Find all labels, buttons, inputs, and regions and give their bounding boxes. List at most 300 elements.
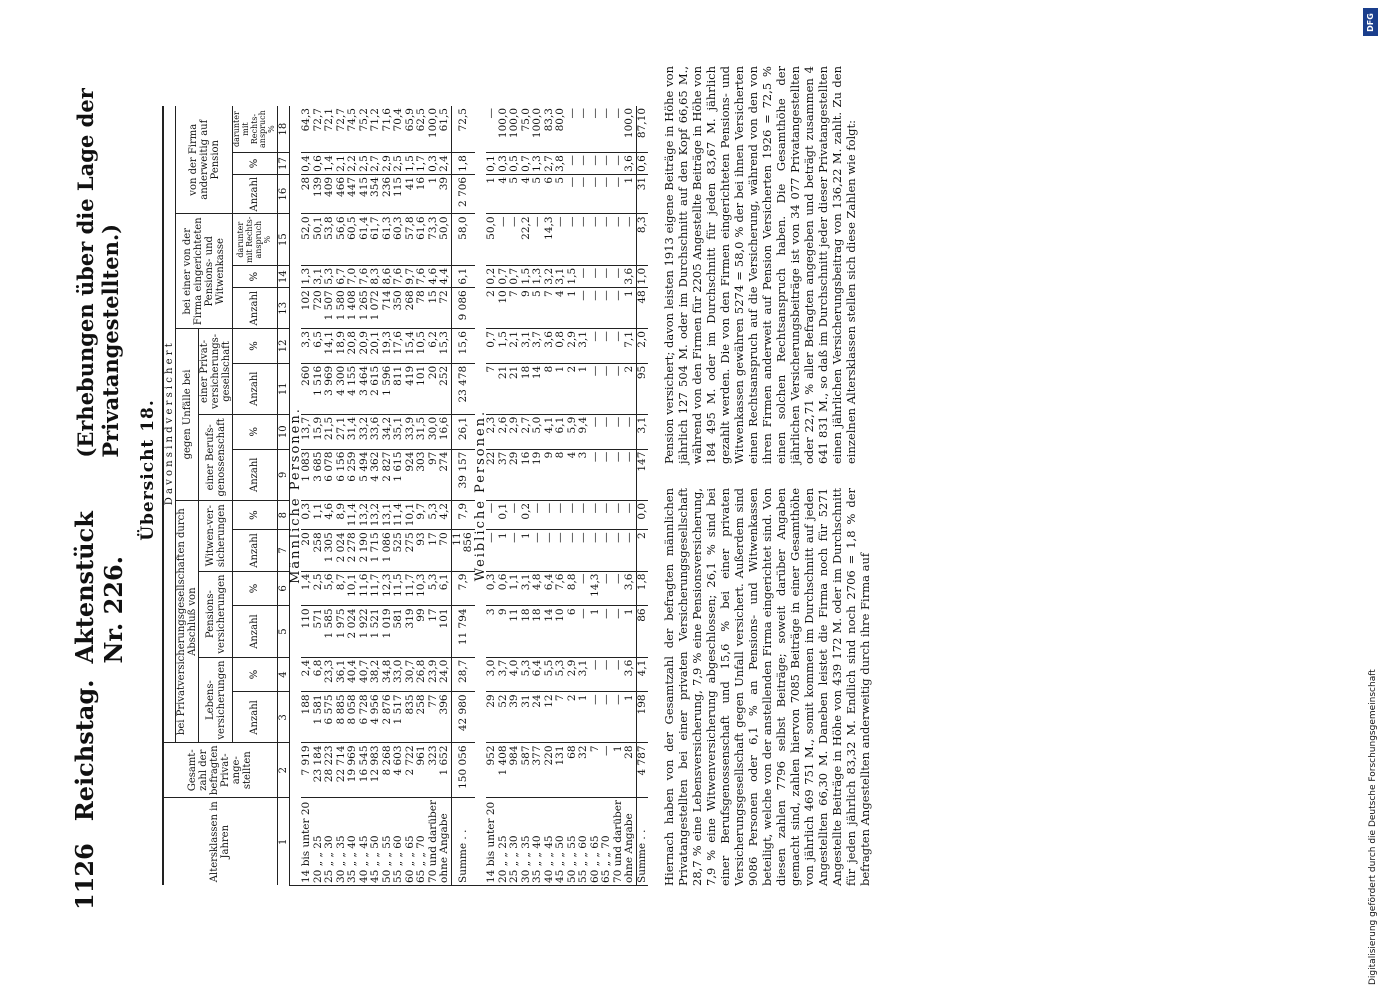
value-cell: — <box>601 571 613 606</box>
digitization-note: Digitalisierung gefördert durch die Deutsche Forschungsgemeinschaft <box>1368 669 1378 985</box>
value-cell: 100,0 <box>509 106 521 153</box>
value-cell: 1 408 <box>347 288 359 329</box>
value-cell: 8 058 <box>347 692 359 743</box>
value-cell: 28 <box>624 743 636 798</box>
value-cell: 39 <box>509 692 521 743</box>
value-cell: — <box>590 363 602 414</box>
col-beruf-header: einer Berufs-genossenschaft <box>199 414 233 500</box>
value-cell: 1,5 <box>521 265 533 287</box>
total-value-cell: 8,3 <box>636 214 648 265</box>
value-cell: 83,3 <box>544 106 556 153</box>
value-cell: — <box>590 214 602 265</box>
value-cell: 3,1 <box>521 571 533 606</box>
value-cell: 102 <box>301 288 313 329</box>
value-cell: 1 <box>521 530 533 571</box>
value-cell: 15,3 <box>439 329 451 364</box>
value-cell: 22 714 <box>336 743 348 798</box>
value-cell: — <box>590 530 602 571</box>
value-cell: — <box>567 214 579 265</box>
value-cell: 36,1 <box>336 657 348 692</box>
value-cell: 40,4 <box>347 657 359 692</box>
value-cell: 924 <box>405 449 417 500</box>
column-number: 14 <box>277 265 289 287</box>
total-value-cell: 147 <box>636 449 648 500</box>
value-cell: 3,6 <box>624 657 636 692</box>
value-cell: — <box>601 106 613 153</box>
value-cell: — <box>613 500 625 529</box>
value-cell: — <box>624 414 636 449</box>
value-cell: 1 305 <box>324 530 336 571</box>
value-cell: — <box>624 530 636 571</box>
age-class-cell: 40 „ „ 45 <box>544 797 556 885</box>
value-cell: 415 <box>359 174 371 214</box>
value-cell: 7 <box>544 288 556 329</box>
col-firma-header: von der Firma anderweitig auf Pension <box>176 106 233 214</box>
value-cell: 34,2 <box>382 414 394 449</box>
value-cell: 1 <box>498 530 510 571</box>
value-cell: 7,6 <box>416 265 428 287</box>
value-cell: — <box>624 500 636 529</box>
value-cell: 2,7 <box>521 414 533 449</box>
value-cell: — <box>590 288 602 329</box>
value-cell: 10 <box>498 288 510 329</box>
value-cell: 1 086 <box>382 530 394 571</box>
value-cell: 31 <box>521 692 533 743</box>
value-cell: 1 580 <box>336 288 348 329</box>
value-cell: — <box>567 153 579 175</box>
value-cell: 62,5 <box>416 106 428 153</box>
value-cell: 1 585 <box>324 606 336 657</box>
value-cell: 29 <box>486 692 498 743</box>
value-cell: 72,7 <box>336 106 348 153</box>
anzahl-header: Anzahl <box>233 288 278 329</box>
age-class-cell: ohne Angabe <box>439 797 451 885</box>
darunter-header: darunter mit Rechts-anspruch % <box>233 214 278 265</box>
value-cell: 30,0 <box>428 414 440 449</box>
anzahl-header: Anzahl <box>233 174 278 214</box>
value-cell: — <box>590 329 602 364</box>
value-cell: — <box>567 106 579 153</box>
value-cell: 252 <box>439 363 451 414</box>
value-cell: — <box>532 530 544 571</box>
value-cell: 984 <box>509 743 521 798</box>
value-cell: 33,6 <box>370 414 382 449</box>
value-cell: 70 <box>439 530 451 571</box>
value-cell: 4,6 <box>428 265 440 287</box>
total-row <box>451 106 475 886</box>
value-cell: 5,3 <box>428 500 440 529</box>
value-cell: 1 <box>624 174 636 214</box>
value-cell: — <box>590 414 602 449</box>
value-cell: 29 <box>509 449 521 500</box>
age-class-cell: 50 „ „ 55 <box>567 797 579 885</box>
value-cell: 14,3 <box>544 214 556 265</box>
value-cell: 15 <box>428 288 440 329</box>
value-cell: 1,3 <box>532 153 544 175</box>
value-cell: 525 <box>393 530 405 571</box>
value-cell: 21,5 <box>324 414 336 449</box>
value-cell: 3,1 <box>313 265 325 287</box>
value-cell: 350 <box>393 288 405 329</box>
value-cell: 7 <box>486 363 498 414</box>
value-cell: — <box>590 449 602 500</box>
total-value-cell: 95 <box>636 363 648 414</box>
value-cell: 11,5 <box>393 571 405 606</box>
value-cell: 20,8 <box>347 329 359 364</box>
value-cell: — <box>544 500 556 529</box>
body-text <box>662 66 872 886</box>
age-class-cell: 60 „ „ 65 <box>590 797 602 885</box>
value-cell: — <box>509 530 521 571</box>
value-cell: — <box>578 106 590 153</box>
value-cell: 6,5 <box>313 329 325 364</box>
value-cell: 24 <box>532 692 544 743</box>
value-cell: 4 362 <box>370 449 382 500</box>
value-cell: 5 <box>532 174 544 214</box>
value-cell: — <box>590 153 602 175</box>
value-cell: 6,4 <box>544 571 556 606</box>
value-cell: 1,5 <box>567 265 579 287</box>
value-cell: 3,8 <box>555 153 567 175</box>
value-cell: 1 <box>578 363 590 414</box>
column-number: 4 <box>277 657 289 692</box>
age-class-cell: 60 „ „ 65 <box>405 797 417 885</box>
value-cell: — <box>578 265 590 287</box>
value-cell: 18 <box>532 606 544 657</box>
value-cell: 6 575 <box>324 692 336 743</box>
value-cell: 61,5 <box>439 106 451 153</box>
value-cell: 15,9 <box>313 414 325 449</box>
age-class-cell: 20 „ „ 25 <box>498 797 510 885</box>
value-cell: 40,7 <box>359 657 371 692</box>
value-cell: 0,7 <box>498 265 510 287</box>
value-cell: 53,8 <box>324 214 336 265</box>
value-cell: 5 494 <box>359 449 371 500</box>
value-cell: 8,8 <box>567 571 579 606</box>
total-value-cell: 39 157 <box>451 449 475 500</box>
age-class-cell: 45 „ „ 50 <box>555 797 567 885</box>
aktenstueck-label: Aktenstück Nr. 226. <box>70 511 128 664</box>
value-cell: 2,9 <box>382 153 394 175</box>
value-cell: 37 <box>498 449 510 500</box>
value-cell: 3,6 <box>544 329 556 364</box>
value-cell: 3,7 <box>498 657 510 692</box>
value-cell: 26,8 <box>416 657 428 692</box>
value-cell: 8,3 <box>370 265 382 287</box>
value-cell: — <box>590 265 602 287</box>
value-cell: — <box>486 530 498 571</box>
column-number: 5 <box>277 606 289 657</box>
value-cell: 7,6 <box>359 265 371 287</box>
value-cell: 71,6 <box>382 106 394 153</box>
value-cell: 41 <box>405 174 417 214</box>
value-cell: 97 <box>428 449 440 500</box>
col-priv-header: bei Privatversicherungsgesellschaften durch Abschluß von <box>176 500 199 743</box>
value-cell: 2,1 <box>509 329 521 364</box>
value-cell: — <box>590 106 602 153</box>
total-value-cell: 15,6 <box>451 329 475 364</box>
value-cell: 2 <box>624 363 636 414</box>
value-cell: — <box>601 692 613 743</box>
value-cell: 50,1 <box>313 214 325 265</box>
value-cell: 303 <box>416 449 428 500</box>
value-cell: 2,5 <box>393 153 405 175</box>
value-cell: 16 <box>416 174 428 214</box>
value-cell: 2,5 <box>313 571 325 606</box>
value-cell: 8,7 <box>336 571 348 606</box>
value-cell: — <box>613 363 625 414</box>
value-cell: 3,6 <box>624 265 636 287</box>
value-cell: 274 <box>439 449 451 500</box>
column-number: 3 <box>277 692 289 743</box>
value-cell: 2,4 <box>439 153 451 175</box>
value-cell: 4 956 <box>370 692 382 743</box>
value-cell: 93 <box>416 530 428 571</box>
value-cell: 0,2 <box>486 265 498 287</box>
value-cell: 8,9 <box>336 500 348 529</box>
table-title: Übersicht 18. <box>138 399 158 541</box>
value-cell: 2 024 <box>347 606 359 657</box>
value-cell: 77 <box>428 692 440 743</box>
value-cell: 23,3 <box>324 657 336 692</box>
value-cell: — <box>578 174 590 214</box>
value-cell: 260 <box>301 363 313 414</box>
value-cell: 1 <box>486 174 498 214</box>
total-value-cell: 7,9 <box>451 500 475 529</box>
value-cell: 4 <box>498 174 510 214</box>
pct-header: % <box>233 571 278 606</box>
value-cell: 14,1 <box>324 329 336 364</box>
value-cell: 323 <box>428 743 440 798</box>
value-cell: 19 <box>532 449 544 500</box>
value-cell: 1,1 <box>509 571 521 606</box>
value-cell: 28 223 <box>324 743 336 798</box>
value-cell: 12,3 <box>382 571 394 606</box>
column-number: 2 <box>277 743 289 798</box>
anzahl-header: Anzahl <box>233 363 278 414</box>
value-cell: 73,3 <box>428 214 440 265</box>
value-cell: 8 <box>555 449 567 500</box>
value-cell: 16 <box>521 449 533 500</box>
value-cell: 1 581 <box>313 692 325 743</box>
col-total-header: Gesamt-zahl der befragten Privat-ange-stellten <box>163 743 277 798</box>
value-cell: 72,1 <box>324 106 336 153</box>
value-cell: 3 <box>578 449 590 500</box>
value-cell: 275 <box>405 530 417 571</box>
value-cell: 101 <box>439 606 451 657</box>
value-cell: 0,3 <box>486 571 498 606</box>
value-cell: 11,4 <box>347 500 359 529</box>
value-cell: 1 <box>624 692 636 743</box>
value-cell: 2,9 <box>567 657 579 692</box>
value-cell: 12 983 <box>370 743 382 798</box>
column-number: 9 <box>277 449 289 500</box>
value-cell: 419 <box>405 363 417 414</box>
value-cell: — <box>624 449 636 500</box>
total-value-cell: 1,8 <box>451 153 475 175</box>
age-class-cell: 70 und darüber <box>428 797 440 885</box>
value-cell: 1 596 <box>382 363 394 414</box>
value-cell: 1 922 <box>359 606 371 657</box>
value-cell: 61,6 <box>416 214 428 265</box>
column-number: 7 <box>277 530 289 571</box>
col-pension-header: Pensions-versicherungen <box>199 571 233 657</box>
value-cell: — <box>590 657 602 692</box>
value-cell: 10,5 <box>416 329 428 364</box>
value-cell: 3 969 <box>324 363 336 414</box>
value-cell: — <box>601 657 613 692</box>
total-value-cell: 26,1 <box>451 414 475 449</box>
value-cell: 5 <box>555 174 567 214</box>
table-row <box>624 106 636 886</box>
value-cell: 0,8 <box>555 329 567 364</box>
value-cell: 3,7 <box>532 329 544 364</box>
value-cell: 1 <box>555 363 567 414</box>
value-cell: 33,9 <box>405 414 417 449</box>
value-cell: 5,5 <box>544 657 556 692</box>
value-cell: 39 <box>439 174 451 214</box>
value-cell: 10,1 <box>405 500 417 529</box>
value-cell: — <box>532 500 544 529</box>
value-cell: 5,6 <box>324 571 336 606</box>
value-cell: 8 268 <box>382 743 394 798</box>
value-cell: 4,0 <box>509 657 521 692</box>
value-cell: 7,6 <box>393 265 405 287</box>
pct-header: % <box>233 329 278 364</box>
value-cell: 2,7 <box>370 153 382 175</box>
table-row <box>439 106 451 886</box>
value-cell: 57,8 <box>405 214 417 265</box>
value-cell: — <box>567 174 579 214</box>
female-table-body <box>472 106 649 886</box>
value-cell: 27,1 <box>336 414 348 449</box>
rotated-page <box>70 30 1383 910</box>
value-cell: 2,7 <box>544 153 556 175</box>
value-cell: 6,2 <box>428 329 440 364</box>
value-cell: 3,1 <box>578 329 590 364</box>
value-cell: 13,2 <box>370 500 382 529</box>
value-cell: 33,2 <box>359 414 371 449</box>
value-cell: 75,0 <box>521 106 533 153</box>
value-cell: — <box>601 363 613 414</box>
value-cell: 9 <box>498 606 510 657</box>
value-cell: 10,3 <box>416 571 428 606</box>
value-cell: — <box>578 153 590 175</box>
value-cell: 8,6 <box>382 265 394 287</box>
value-cell: 4 <box>521 174 533 214</box>
value-cell: 1 517 <box>393 692 405 743</box>
value-cell: 9,4 <box>578 414 590 449</box>
value-cell: — <box>601 265 613 287</box>
col-witwen-header: Witwen-ver-sicherungen <box>199 500 233 571</box>
value-cell: — <box>590 174 602 214</box>
col-unfall-header: gegen Unfälle bei <box>176 329 199 501</box>
total-value-cell: 48 <box>636 288 648 329</box>
value-cell: 10,1 <box>347 571 359 606</box>
total-value-cell: 42 980 <box>451 692 475 743</box>
total-value-cell: 0,6 <box>636 153 648 175</box>
value-cell: 236 <box>382 174 394 214</box>
value-cell: 78 <box>416 288 428 329</box>
value-cell: — <box>578 288 590 329</box>
value-cell: 30,7 <box>405 657 417 692</box>
value-cell: 4,8 <box>532 571 544 606</box>
value-cell: 11,4 <box>393 500 405 529</box>
total-value-cell: 31 <box>636 174 648 214</box>
value-cell: 571 <box>313 606 325 657</box>
anzahl-header: Anzahl <box>233 692 278 743</box>
value-cell: — <box>613 265 625 287</box>
value-cell: — <box>601 500 613 529</box>
value-cell: 0,7 <box>521 153 533 175</box>
value-cell: — <box>613 657 625 692</box>
col-privunf-header: einer Privat-versicherungs-gesellschaft <box>199 329 233 415</box>
value-cell: — <box>601 329 613 364</box>
age-class-cell: 14 bis unter 20 <box>301 797 313 885</box>
value-cell: 5,3 <box>521 657 533 692</box>
value-cell: 258 <box>416 692 428 743</box>
value-cell: 961 <box>416 743 428 798</box>
value-cell: 20,9 <box>359 329 371 364</box>
value-cell: 2,2 <box>347 153 359 175</box>
age-class-cell: 30 „ „ 35 <box>336 797 348 885</box>
anzahl-header: Anzahl <box>233 449 278 500</box>
column-number: 13 <box>277 288 289 329</box>
value-cell: — <box>532 214 544 265</box>
value-cell: 835 <box>405 692 417 743</box>
age-class-cell: 65 „ „ 70 <box>416 797 428 885</box>
age-class-cell: 70 und darüber <box>613 797 625 885</box>
value-cell: — <box>590 500 602 529</box>
value-cell: — <box>498 214 510 265</box>
value-cell: — <box>613 571 625 606</box>
value-cell: 38,2 <box>370 657 382 692</box>
value-cell: 0,7 <box>509 265 521 287</box>
value-cell: — <box>601 414 613 449</box>
value-cell: 100,0 <box>428 106 440 153</box>
value-cell: 20 <box>428 363 440 414</box>
value-cell: 9,7 <box>416 500 428 529</box>
total-value-cell: 150 056 <box>451 743 475 798</box>
value-cell: 100,0 <box>532 106 544 153</box>
value-cell: 1 408 <box>498 743 510 798</box>
value-cell: 0,6 <box>313 153 325 175</box>
value-cell: 2,1 <box>336 153 348 175</box>
column-number: 12 <box>277 329 289 364</box>
value-cell: 1 265 <box>359 288 371 329</box>
value-cell: 1,7 <box>416 153 428 175</box>
value-cell: 19 969 <box>347 743 359 798</box>
section-female-title: Weibliche Personen. <box>475 106 487 886</box>
value-cell: 2,9 <box>509 414 521 449</box>
value-cell: 21 <box>498 363 510 414</box>
value-cell: 1 975 <box>336 606 348 657</box>
total-value-cell: 87,10 <box>636 106 648 153</box>
value-cell: 32 <box>578 743 590 798</box>
value-cell: 72,7 <box>313 106 325 153</box>
age-class-cell: 30 „ „ 35 <box>521 797 533 885</box>
value-cell: — <box>624 214 636 265</box>
value-cell: 100,0 <box>498 106 510 153</box>
value-cell: 22 <box>486 449 498 500</box>
age-class-cell: ohne Angabe <box>624 797 636 885</box>
value-cell: 3,0 <box>486 657 498 692</box>
value-cell: — <box>578 571 590 606</box>
value-cell: 3 <box>486 606 498 657</box>
value-cell: — <box>601 214 613 265</box>
value-cell: 2 278 <box>347 530 359 571</box>
total-row <box>636 106 648 886</box>
